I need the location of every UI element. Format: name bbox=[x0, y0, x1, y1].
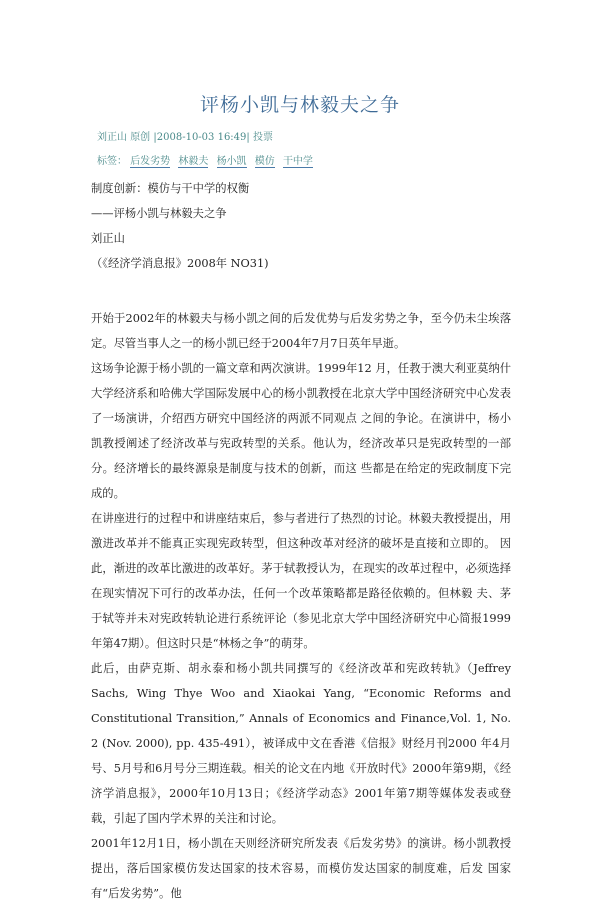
source-line: （《经济学消息报》2008年 NO31) bbox=[91, 257, 269, 270]
author[interactable]: 刘正山 bbox=[97, 132, 127, 143]
paragraph: 在讲座进行的过程中和讲座结束后，参与者进行了热烈的讨论。林毅夫教授提出，用激进改革并不能真正实现宪政转型，但这种改革对经济的破坏是直接和立即的。 因此，渐进的改革比激进的改革好。茅于轼教授认为，在现实的改革过程中，必须选择在现实情况下可行的改革办法，任何一个改革策略都是路径依赖的。但林毅 夫、茅于轼等并未对宪政转轨论进行系统评论（参见北京大学中国经济研究中心简报1999年第47期）。但这时只是“林杨之争”的萌芽。 bbox=[91, 512, 511, 650]
meta-sep: | bbox=[246, 132, 250, 143]
tag-link[interactable]: 干中学 bbox=[282, 156, 313, 167]
vote-link[interactable]: 投票 bbox=[252, 132, 273, 143]
tag-list bbox=[97, 152, 318, 167]
tag-link[interactable]: 林毅夫 bbox=[178, 156, 209, 167]
article-meta bbox=[97, 128, 273, 143]
paragraph: 此后，由萨克斯、胡永泰和杨小凯共同撰写的《经济改革和宪政转轨》（Jeffrey Sachs, Wing Thye Woo and Xiaokai Yang, “Economic Reforms and Constitutional Transition,” Annals of Economics and Finance,Vol. 1, No. 2 (Nov. 2000), pp. 435-491），被译成中文在香港《信报》财经月刊2000 年4月号、5月号和6月号分三期连载。相关的论文在内地《开放时代》2000年第9期，《经济学消息报》，2000年10月13日；《经济学动态》2001年第7期等媒体发表或登载，引起了国内学术界的关注和讨论。 bbox=[91, 662, 511, 825]
article-header-block bbox=[91, 176, 511, 276]
spacer bbox=[91, 276, 511, 306]
paragraphs bbox=[91, 306, 511, 906]
paragraph: 2001年12月1日，杨小凯在天则经济研究所发表《后发劣势》的演讲。杨小凯教授提出，落后国家模仿发达国家的技术容易，而模仿发达国家的制度难，后发 国家有“后发劣势”。他 bbox=[91, 837, 511, 900]
article-title: 评杨小凯与林毅夫之争 bbox=[199, 94, 400, 116]
post-datetime: 2008-10-03 16:49 bbox=[156, 132, 247, 143]
tag-link[interactable]: 后发劣势 bbox=[130, 156, 171, 167]
paragraph: 这场争论源于杨小凯的一篇文章和两次演讲。1999年12 月，任教于澳大利亚莫纳什大学经济系和哈佛大学国际发展中心的杨小凯教授在北京大学中国经济研究中心发表了一场演讲，介绍西方研究中国经济的两派不同观点 之间的争论。在演讲中，杨小凯教授阐述了经济改革与宪政转型的关系。他认为，经济改革只是宪政转型的一部分。经济增长的最终源泉是制度与技术的创新，而这 些都是在给定的宪政制度下完成的。 bbox=[91, 362, 511, 500]
paragraph: 开始于2002年的林毅夫与杨小凯之间的后发优势与后发劣势之争，至今仍未尘埃落定。尽管当事人之一的杨小凯已经于2004年7月7日英年早逝。 bbox=[91, 312, 511, 350]
subtitle-line: ——评杨小凯与林毅夫之争 bbox=[91, 207, 227, 220]
meta-sep: | bbox=[153, 132, 157, 143]
tag-link[interactable]: 杨小凯 bbox=[216, 156, 247, 167]
article-type: 原创 bbox=[130, 132, 151, 143]
article-body bbox=[91, 176, 511, 906]
byline: 刘正山 bbox=[91, 232, 125, 245]
subtitle-line: 制度创新：模仿与干中学的权衡 bbox=[91, 182, 250, 195]
tags-label: 标签： bbox=[97, 156, 127, 167]
tag-link[interactable]: 模仿 bbox=[254, 156, 275, 167]
